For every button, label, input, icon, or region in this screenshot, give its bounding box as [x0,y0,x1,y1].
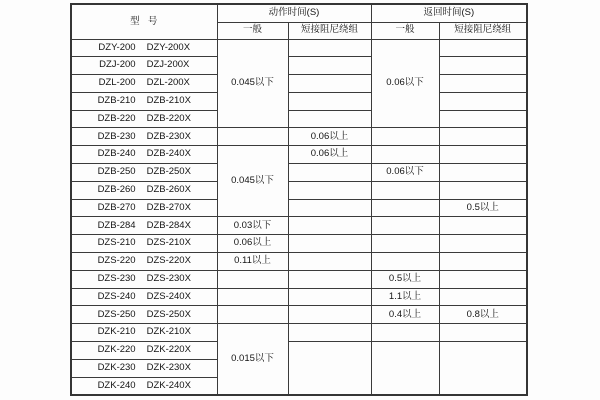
model-cell [71,39,217,57]
table-header [71,4,527,39]
action-damping-cell [288,181,371,199]
model-name-x: DZB-250X [146,166,191,178]
model-name-x: DZK-240X [146,379,191,391]
action-general-cell [217,128,288,146]
return-damping-cell [439,217,527,235]
model-name: DZK-230 [97,362,136,374]
return-general-cell: 0.06以下 [371,39,439,128]
model-cell [71,342,217,360]
model-name-x: DZB-284X [146,219,191,231]
action-general-cell: 0.06以上 [217,235,288,253]
model-cell [71,235,217,253]
return-damping-cell [439,110,527,128]
model-name-x: DZS-250X [146,308,191,320]
model-name-x: DZS-210X [146,237,191,249]
relay-timing-spec-table [70,3,528,396]
action-general-cell [217,288,288,306]
model-cell [71,128,217,146]
return-damping-cell: 0.5以上 [439,199,527,217]
table-row [71,288,527,306]
table-body [71,39,527,395]
return-general-cell [371,217,439,235]
return-damping-cell [439,181,527,199]
action-general-cell: 0.03以下 [217,217,288,235]
action-damping-cell [288,199,371,217]
table-row [71,128,527,146]
model-cell [71,75,217,93]
action-damping-cell [288,324,371,342]
action-general-cell: 0.045以下 [217,39,288,128]
table-row [71,235,527,253]
header-return-time: 返回时间(S) [371,4,527,22]
model-name: DZS-240 [97,290,136,302]
action-damping-cell [288,306,371,324]
return-general-cell: 0.4以上 [371,306,439,324]
return-general-cell: 0.5以上 [371,270,439,288]
action-general-cell [217,306,288,324]
table-row [71,39,527,57]
action-damping-cell [288,342,371,395]
table-row [71,253,527,271]
model-name: DZY-200 [98,41,136,53]
model-cell [71,359,217,377]
action-damping-cell [288,57,371,75]
header-row-1 [71,4,527,22]
action-damping-cell [288,110,371,128]
return-damping-cell [439,324,527,342]
return-general-cell: 1.1以上 [371,288,439,306]
return-general-cell [371,324,439,342]
model-name-x: DZK-220X [146,344,191,356]
model-name-x: DZK-230X [146,362,191,374]
model-name: DZL-200 [98,77,136,89]
model-cell [71,270,217,288]
action-damping-cell [288,75,371,93]
table-row [71,110,527,128]
model-name-x: DZB-260X [146,184,191,196]
action-general-cell [217,270,288,288]
table-row [71,92,527,110]
model-name-x: DZS-220X [146,255,191,267]
model-cell [71,199,217,217]
return-damping-cell [439,146,527,164]
model-cell [71,217,217,235]
table-row [71,306,527,324]
table-row [71,181,527,199]
model-name: DZB-230 [97,130,136,142]
return-damping-cell [439,92,527,110]
return-general-cell [371,181,439,199]
model-name: DZB-210 [97,95,136,107]
return-damping-cell [439,235,527,253]
action-damping-cell [288,235,371,253]
model-name: DZK-220 [97,344,136,356]
table-row [71,75,527,93]
model-name: DZK-210 [97,326,136,338]
action-damping-cell [288,92,371,110]
return-general-cell [371,199,439,217]
header-action-damping: 短接阻尼绕组 [288,22,371,39]
model-name: DZJ-200 [99,59,136,71]
model-name: DZB-284 [97,219,136,231]
model-cell [71,377,217,395]
model-cell [71,110,217,128]
model-name: DZB-220 [97,112,136,124]
model-name-x: DZL-200X [146,77,190,89]
return-general-cell [371,342,439,395]
return-damping-cell [439,75,527,93]
model-name: DZS-250 [97,308,136,320]
model-cell [71,164,217,182]
model-name-x: DZB-270X [146,201,191,213]
model-name: DZK-240 [97,379,136,391]
model-name-x: DZB-210X [146,95,191,107]
model-name: DZS-230 [97,273,136,285]
model-cell [71,288,217,306]
model-name: DZS-210 [97,237,136,249]
action-damping-cell: 0.06以上 [288,128,371,146]
model-cell [71,146,217,164]
return-damping-cell [439,253,527,271]
action-damping-cell [288,164,371,182]
return-general-cell [371,128,439,146]
action-damping-cell [288,253,371,271]
model-name-x: DZB-230X [146,130,191,142]
action-damping-cell [288,217,371,235]
return-general-cell: 0.06以下 [371,164,439,182]
return-general-cell [371,146,439,164]
model-name: DZB-250 [97,166,136,178]
return-damping-cell [439,270,527,288]
model-cell [71,306,217,324]
model-name: DZB-240 [97,148,136,160]
model-name-x: DZY-200X [146,41,191,53]
return-damping-cell [439,164,527,182]
model-cell [71,324,217,342]
return-damping-cell: 0.8以上 [439,306,527,324]
table-row [71,217,527,235]
action-damping-cell [288,39,371,57]
model-cell [71,57,217,75]
model-name-x: DZS-240X [146,290,191,302]
action-general-cell: 0.11以上 [217,253,288,271]
action-general-cell: 0.015以下 [217,324,288,395]
model-name-x: DZJ-200X [146,59,190,71]
action-damping-cell: 0.06以上 [288,146,371,164]
table-row [71,342,527,360]
model-name-x: DZS-230X [146,273,191,285]
table-row [71,199,527,217]
return-general-cell [371,253,439,271]
header-action-time: 动作时间(S) [217,4,371,22]
action-damping-cell [288,270,371,288]
model-name-x: DZB-220X [146,112,191,124]
table-row [71,146,527,164]
table-row [71,270,527,288]
table-row [71,57,527,75]
return-general-cell [371,235,439,253]
model-name-x: DZB-240X [146,148,191,160]
return-damping-cell [439,128,527,146]
model-cell [71,181,217,199]
return-damping-cell [439,57,527,75]
action-general-cell: 0.045以下 [217,146,288,217]
header-model: 型 号 [71,4,217,39]
model-name-x: DZK-210X [146,326,191,338]
header-return-general: 一般 [371,22,439,39]
table-row [71,164,527,182]
model-cell [71,92,217,110]
model-cell [71,253,217,271]
table-row [71,324,527,342]
return-damping-cell [439,39,527,57]
header-action-general: 一般 [217,22,288,39]
model-name: DZB-260 [97,184,136,196]
model-name: DZS-220 [97,255,136,267]
model-name: DZB-270 [97,201,136,213]
return-damping-cell [439,288,527,306]
return-damping-cell [439,342,527,395]
action-damping-cell [288,288,371,306]
header-return-damping: 短接阻尼绕组 [439,22,527,39]
